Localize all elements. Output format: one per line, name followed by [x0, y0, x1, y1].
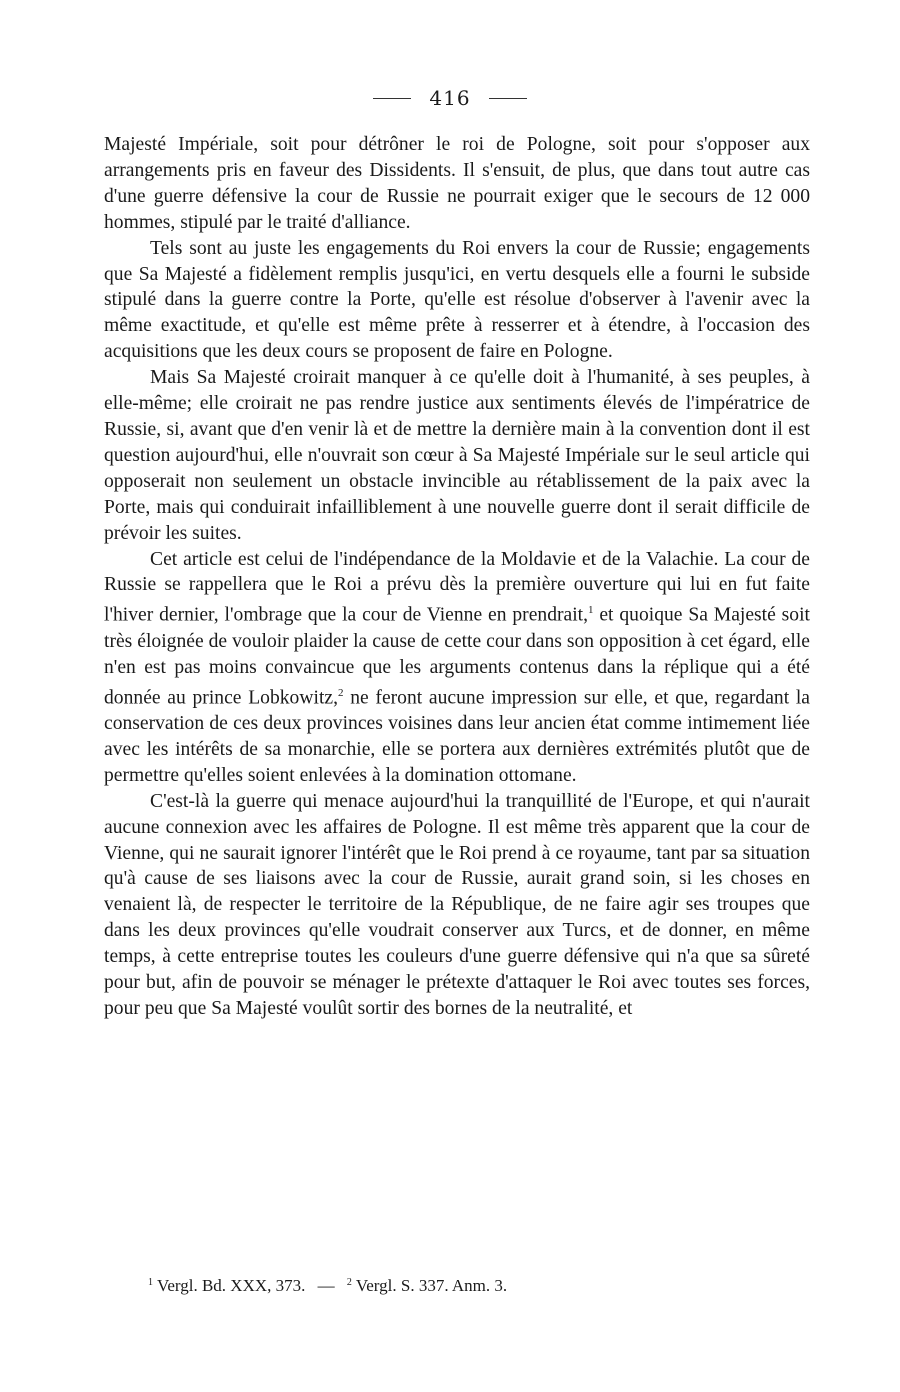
paragraph-continuation: Majesté Impériale, soit pour détrôner le roi de Pologne, soit pour s'opposer aux arrangements pris en faveur des Dissidents. Il s'ensuit, de plus, que dans tout autre cas d'une guerre défensive la cour de Russie ne pourrait exiger que le secours de 12 000 hommes, stipulé par le traité d'alliance. [104, 134, 810, 233]
footnotes [148, 1276, 507, 1296]
paragraph-text: Cet article est celui de l'indépendance de la Moldavie et de la Valachie. La cour de Russie se rappellera que le Roi a prévu dès la première ouverture qui lui en fut faite l'hiver dernier, l'ombrage que la cour de Vienne en prendrait, [104, 548, 810, 626]
footnote-text-2: Vergl. S. 337. Anm. 3. [355, 1276, 508, 1295]
paragraph: Mais Sa Majesté croirait manquer à ce qu'elle doit à l'humanité, à ses peuples, à elle-même; elle croirait ne pas rendre justice aux sentiments élevés de l'impératrice de Russie, si, avant que d'en venir là et de mettre la dernière main à la convention dont il est question aujourd'hui, elle n'ouvrait son cœur à Sa Majesté Impériale sur le seul article qui opposerait non seulement un obstacle invincible au rétablissement de la paix avec la Porte, mais qui conduirait infailliblement à une nouvelle guerre dont il serait difficile de prévoir les suites. [104, 367, 810, 544]
paragraph: Tels sont au juste les engagements du Roi envers la cour de Russie; engagements que Sa Majesté a fidèlement remplis jusqu'ici, en vertu desquels elle a fourni le subside stipulé dans la guerre contre la Porte, qu'elle est résolue d'observer à l'avenir avec la même exactitude, et qu'elle est même prête à resserrer et à étendre, à l'occasion des acquisitions que les deux cours se proposent de faire en Pologne. [104, 237, 810, 363]
paragraph-with-footnotes [104, 547, 810, 789]
page-number: 416 [429, 86, 471, 110]
body-text [104, 132, 810, 1022]
footnote-ref-2: 2 [337, 686, 344, 699]
footnote-ref-1: 1 [588, 604, 594, 617]
footnote-separator: — [317, 1276, 335, 1295]
paragraph-text: et quoique Sa Majesté soit très éloignée de vouloir plaider la cause de cette cour dans son opposition à cet égard, elle n'en est pas moins convaincue que les arguments contenus dans la réplique qui a été donnée au prince Lobkowitz, [104, 604, 810, 709]
paragraph-text: ne feront aucune impression sur elle, et que, regardant la conservation de ces deux provinces voisines dans leur ancien état comme intimement liée avec les intérêts de sa monarchie, elle se portera aux dernières extrémités plutôt que de permettre qu'elles soient enlevées à la domination ottomane. [104, 687, 810, 786]
header-rule-left [373, 98, 411, 99]
page-header [0, 86, 900, 110]
footnote-text-1: Vergl. Bd. XXX, 373. [156, 1276, 306, 1295]
footnote-number-2: 2 [346, 1277, 352, 1288]
paragraph: C'est-là la guerre qui menace aujourd'hui la tranquillité de l'Europe, et qui n'aurait aucune connexion avec les affaires de Pologne. Il est même très apparent que la cour de Vienne, qui ne saurait ignorer l'intérêt que le Roi prend à ce royaume, tant par sa situation qu'à cause de ses liaisons avec la cour de Russie, aurait grand soin, si les choses en venaient là, de respecter le territoire de la République, de ne faire agir ses troupes que dans les deux provinces qu'elle voudrait conserver aux Turcs, et de donner, en même temps, à cette entreprise toutes les couleurs d'une guerre défensive qui n'a que sa sûreté pour but, afin de pouvoir se ménager le prétexte d'attaquer le Roi avec toutes ses forces, pour peu que Sa Majesté voulût sortir des bornes de la neutralité, et [104, 790, 810, 1019]
header-rule-right [489, 98, 527, 99]
footnote-number-1: 1 [148, 1277, 153, 1288]
